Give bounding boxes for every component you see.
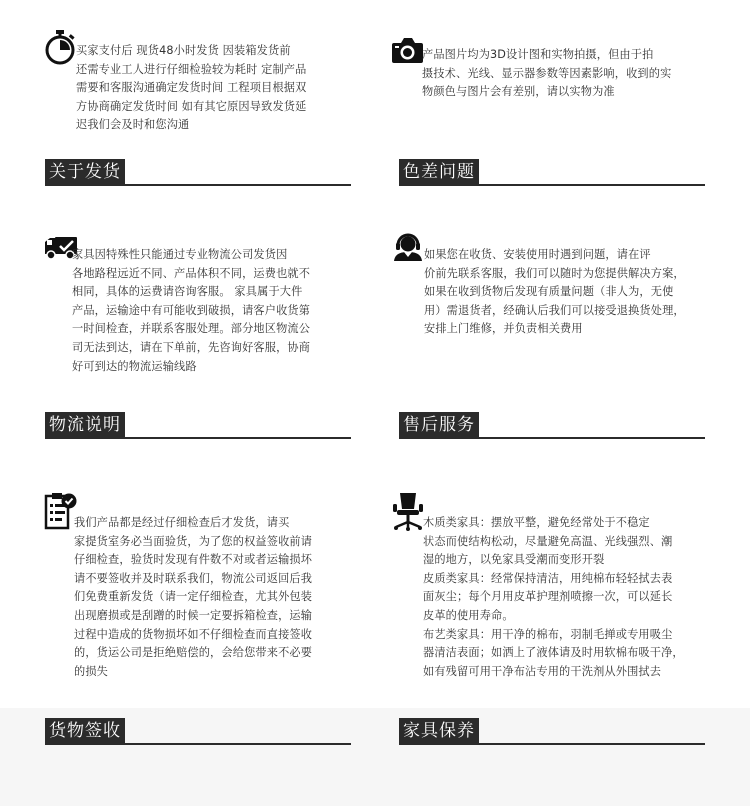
care-text: 木质类家具：摆放平整，避免经常处于不稳定 状态而使结构松动，尽量避免高温、光线强烈、潮 湿的地方，以免家具受潮而变形开裂 皮质类家具：经常保持清洁，用纯棉布轻轻拭去表 面灰尘；每个月用皮革护理剂喷擦一次，可以延长 皮革的使用寿命。 布艺类家具：用干净的棉布，羽制毛掸或专用吸尘 器清洁表面；如洒上了液体请及时用软棉布吸干净， 如有残留可用干净布沾专用的干洗剂从外围拭去 xyxy=(423,516,684,678)
receipt-heading: 货物签收 xyxy=(45,718,125,744)
shipping-heading: 关于发货 xyxy=(45,159,125,185)
after-sales-text: 如果您在收货、安装使用时遇到问题，请在评 价前先联系客服，我们可以随时为您提供解决方案， 如果在收到货物后发现有质量问题（非人为，无使 用）需退货者，经确认后我们可以接受退换货处理， 安排上门维修，并负责相关费用 xyxy=(424,248,685,336)
color-divider xyxy=(399,184,705,186)
care-divider xyxy=(399,743,705,745)
care-heading: 家具保养 xyxy=(399,718,479,744)
shipping-divider xyxy=(45,184,351,186)
after-sales-heading: 售后服务 xyxy=(399,412,479,438)
clipboard-check-icon xyxy=(44,492,78,530)
receipt-divider xyxy=(45,743,351,745)
customer-service-icon xyxy=(393,231,423,261)
logistics-text: 家具因特殊性只能通过专业物流公司发货因 各地路程远近不同、产品体积不同，运费也就不 相同，具体的运费请咨询客服。 家具属于大件 产品，运输途中有可能收到破损，请客户收货第 一时间检查，并联系客服处理。部分地区物流公 司无法到达，请在下单前，先咨询好客服，协商 好可到达的物流运输线路 xyxy=(72,248,311,373)
receipt-text: 我们产品都是经过仔细检查后才发货，请买 家提货室务必当面验货，为了您的权益签收前请 仔细检查，验货时发现有件数不对或者运输损坏 请不要签收并及时联系我们，物流公司返回后我 们免费重新发货（请一定仔细检查，尤其外包装 出现磨损或是刮蹭的时候一定要拆箱检查，运输 过程中造成的货物损坏如不仔细检查而直接签收 的，货运公司是拒绝赔偿的，会给您带来不必要 的损失 xyxy=(74,516,313,678)
after-sales-divider xyxy=(399,437,705,439)
office-chair-icon xyxy=(392,491,424,531)
stopwatch-icon xyxy=(44,29,76,65)
logistics-divider xyxy=(45,437,351,439)
color-heading: 色差问题 xyxy=(399,159,479,185)
shipping-text: 买家支付后 现货48小时发货 因装箱发货前 还需专业工人进行仔细检验较为耗时 定制产品 需要和客服沟通确定发货时间 工程项目根据双 方协商确定发货时间 如有其它原因导致发货延 迟我们会及时和您沟通 xyxy=(76,44,307,132)
logistics-heading: 物流说明 xyxy=(45,412,125,438)
color-text: 产品图片均为3D设计图和实物拍摄，但由于拍 摄技术、光线、显示器参数等因素影响，收到的实 物颜色与图片会有差别，请以实物为准 xyxy=(422,48,672,99)
camera-icon xyxy=(391,36,424,64)
